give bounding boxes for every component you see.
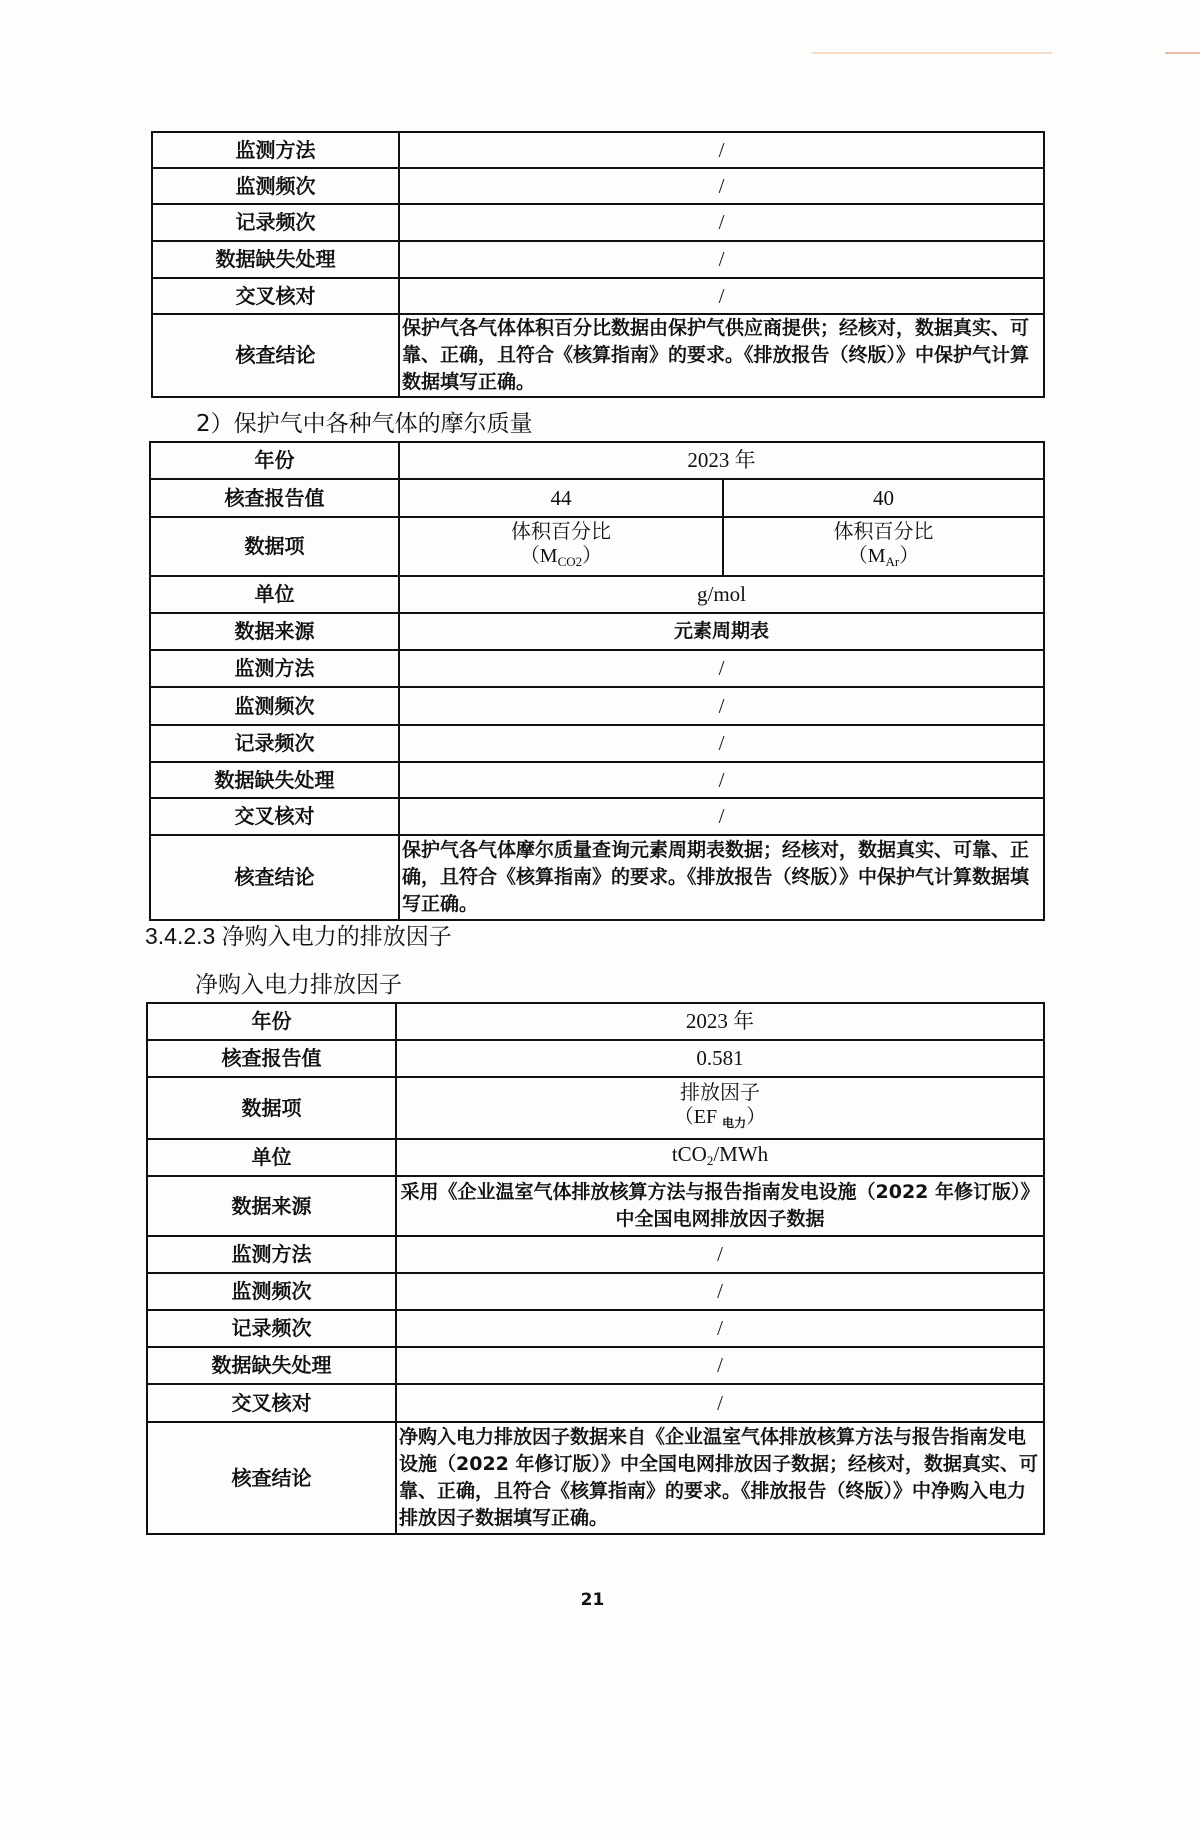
unit-value: g/mol [399,576,1044,613]
row-label: 监测方法 [152,132,399,168]
table-row [147,1236,1044,1273]
row-label: 数据缺失处理 [152,241,399,278]
table-row [147,1347,1044,1384]
row-value: / [399,241,1044,278]
table-row [150,725,1044,762]
unit-prefix: tCO [671,1142,707,1166]
table-row [150,835,1044,920]
table-row [147,1422,1044,1534]
table-row [147,1176,1044,1236]
table-row [147,1139,1044,1176]
year-value: 2023 年 [399,442,1044,479]
table-row [152,168,1044,204]
row-label: 记录频次 [147,1310,396,1347]
row-label: 交叉核对 [150,798,399,835]
symbol-open: （M [519,545,558,567]
source-value: 采用《企业温室气体排放核算方法与报告指南发电设施（2022 年修订版）》中全国电网排放因子数据 [396,1176,1044,1236]
table-row [147,1384,1044,1422]
page-number: 21 [580,1590,605,1610]
row-value: / [399,762,1044,798]
row-label: 监测频次 [152,168,399,204]
item-ar [723,517,1044,576]
row-label: 数据缺失处理 [150,762,399,798]
table-row [152,241,1044,278]
symbol-subscript: Ar [885,554,900,569]
table-row [147,1040,1044,1077]
row-label: 监测方法 [150,650,399,687]
row-value: / [399,132,1044,168]
unit-label: 单位 [150,576,399,613]
symbol-close: ） [746,1106,767,1128]
table-row [150,517,1044,576]
table-row [152,278,1044,314]
scan-artifact-line [812,52,1052,54]
item-label: 数据项 [150,517,399,576]
table-row [150,687,1044,725]
row-value: / [396,1273,1044,1310]
item-label: 数据项 [147,1077,396,1139]
row-value: / [396,1347,1044,1384]
scan-artifact-line [1165,52,1200,54]
row-value: / [399,278,1044,314]
conclusion-label: 核查结论 [150,835,399,920]
year-value: 2023 年 [396,1003,1044,1040]
row-label: 记录频次 [150,725,399,762]
table-row [150,650,1044,687]
source-label: 数据来源 [147,1176,396,1236]
row-label: 数据缺失处理 [147,1347,396,1384]
item-symbol [724,544,1043,574]
row-value: / [396,1384,1044,1422]
source-label: 数据来源 [150,613,399,650]
unit-subscript: 2 [706,1153,714,1168]
item-name: 体积百分比 [511,519,611,543]
row-label: 核查结论 [152,314,399,397]
item-name: 体积百分比 [833,519,934,543]
row-value: / [399,168,1044,204]
table-shield-gas-volume-continued [151,131,1045,398]
table-caption-electricity-factor: 净购入电力排放因子 [195,972,402,998]
conclusion-text: 保护气各气体体积百分比数据由保护气供应商提供；经核对，数据真实、可靠、正确，且符合《核算指南》的要求。《排放报告（终版）》中保护气计算数据填写正确。 [399,314,1044,397]
symbol-subscript: CO2 [557,554,583,569]
reported-value-co2: 44 [399,479,723,517]
row-value: / [396,1236,1044,1273]
row-label: 交叉核对 [152,278,399,314]
item-co2 [399,517,723,576]
row-value: / [399,798,1044,835]
conclusion-text: 保护气各气体摩尔质量查询元素周期表数据；经核对，数据真实、可靠、正确，且符合《核算指南》的要求。《排放报告（终版）》中保护气计算数据填写正确。 [399,835,1044,920]
conclusion-label: 核查结论 [147,1422,396,1534]
row-label: 交叉核对 [147,1384,396,1422]
item-ef [396,1077,1044,1139]
row-label: 监测频次 [150,687,399,725]
table-row [150,479,1044,517]
item-name: 排放因子 [680,1080,760,1104]
symbol-close: ） [899,545,920,567]
row-label: 监测方法 [147,1236,396,1273]
table-row [150,798,1044,835]
row-label: 记录频次 [152,204,399,241]
reported-value-ar: 40 [723,479,1044,517]
symbol-open: （EF [673,1106,723,1128]
table-molar-mass [149,441,1045,921]
table-row [147,1273,1044,1310]
reported-label: 核查报告值 [150,479,399,517]
section-heading-electricity-factor: 3.4.2.3 净购入电力的排放因子 [145,923,452,949]
table-row [150,762,1044,798]
unit-suffix: /MWh [713,1142,769,1166]
table-row [150,576,1044,613]
conclusion-text: 净购入电力排放因子数据来自《企业温室气体排放核算方法与报告指南发电设施（2022 年修订版）》中全国电网排放因子数据；经核对，数据真实、可靠、正确，且符合《核算指南》的要求。《排放报告（终版）》中净购入电力排放因子数据填写正确。 [396,1422,1044,1534]
row-value: / [399,687,1044,725]
table-row [152,132,1044,168]
row-value: / [396,1310,1044,1347]
symbol-open: （M [847,545,886,567]
unit-label: 单位 [147,1139,396,1176]
table-row [150,442,1044,479]
table-row [147,1310,1044,1347]
table-row [147,1077,1044,1139]
unit-value [396,1139,1044,1176]
year-label: 年份 [150,442,399,479]
table-row [152,314,1044,397]
row-label: 监测频次 [147,1273,396,1310]
row-value: / [399,650,1044,687]
table-row [152,204,1044,241]
section-heading-molar-mass: 2）保护气中各种气体的摩尔质量 [196,411,533,437]
table-electricity-emission-factor [146,1002,1045,1535]
symbol-subscript: 电力 [722,1116,747,1130]
table-row [150,613,1044,650]
item-symbol [397,1105,1043,1136]
row-value: / [399,204,1044,241]
row-value: / [399,725,1044,762]
table-row [147,1003,1044,1040]
symbol-close: ） [582,545,603,567]
reported-label: 核查报告值 [147,1040,396,1077]
reported-value: 0.581 [396,1040,1044,1077]
source-value: 元素周期表 [399,613,1044,650]
item-symbol [400,544,722,574]
year-label: 年份 [147,1003,396,1040]
